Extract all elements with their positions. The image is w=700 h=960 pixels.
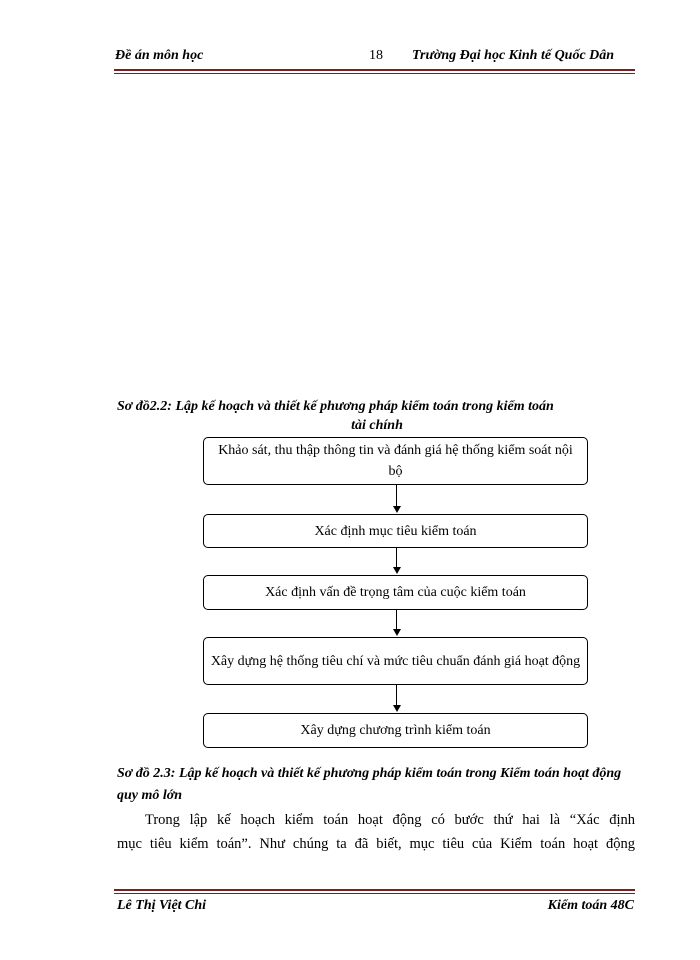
flow-step-4: Xây dựng hệ thống tiêu chí và mức tiêu chuẩn đánh giá hoạt động bbox=[203, 637, 588, 685]
flow-step-5: Xây dựng chương trình kiểm toán bbox=[203, 713, 588, 748]
page-number: 18 bbox=[369, 48, 383, 63]
header-rule-thin bbox=[114, 73, 635, 74]
flow-connector-2 bbox=[396, 548, 397, 568]
diagram-caption: Sơ đồ2.2: Lập kế hoạch và thiết kế phương pháp kiểm toán trong kiểm toán bbox=[117, 399, 554, 414]
footer-rule-thin bbox=[114, 893, 635, 894]
flow-step-3: Xác định vấn đề trọng tâm của cuộc kiểm toán bbox=[203, 575, 588, 610]
flow-connector-4 bbox=[396, 685, 397, 706]
flow-connector-3 bbox=[396, 610, 397, 630]
arrow-down-icon bbox=[393, 506, 401, 513]
arrow-down-icon bbox=[393, 567, 401, 574]
header-course-title: Đề án môn học bbox=[115, 48, 204, 63]
arrow-down-icon bbox=[393, 629, 401, 636]
footer-class: Kiểm toán 48C bbox=[547, 898, 634, 913]
arrow-down-icon bbox=[393, 705, 401, 712]
diagram-caption-continued: tài chính bbox=[351, 418, 403, 433]
footer-author: Lê Thị Việt Chi bbox=[117, 898, 207, 913]
paragraph-line-2: mục tiêu kiểm toán”. Như chúng ta đã biết, mục tiêu của Kiểm toán hoạt động bbox=[117, 836, 635, 852]
header-rule-thick bbox=[114, 69, 635, 71]
footer-rule-thick bbox=[114, 889, 635, 891]
paragraph-line-1: Trong lập kế hoạch kiểm toán hoạt động có bước thứ hai là “Xác định bbox=[145, 812, 635, 828]
header-university: Trường Đại học Kinh tế Quốc Dân bbox=[412, 48, 615, 63]
body-paragraph bbox=[117, 808, 635, 856]
flow-step-1: Khảo sát, thu thập thông tin và đánh giá hệ thống kiểm soát nội bộ bbox=[203, 437, 588, 485]
flow-connector-1 bbox=[396, 485, 397, 507]
flow-step-2: Xác định mục tiêu kiểm toán bbox=[203, 514, 588, 548]
caption-2-3: Sơ đồ 2.3: Lập kế hoạch và thiết kế phương pháp kiểm toán trong Kiểm toán hoạt động quy mô lớn bbox=[117, 766, 622, 803]
